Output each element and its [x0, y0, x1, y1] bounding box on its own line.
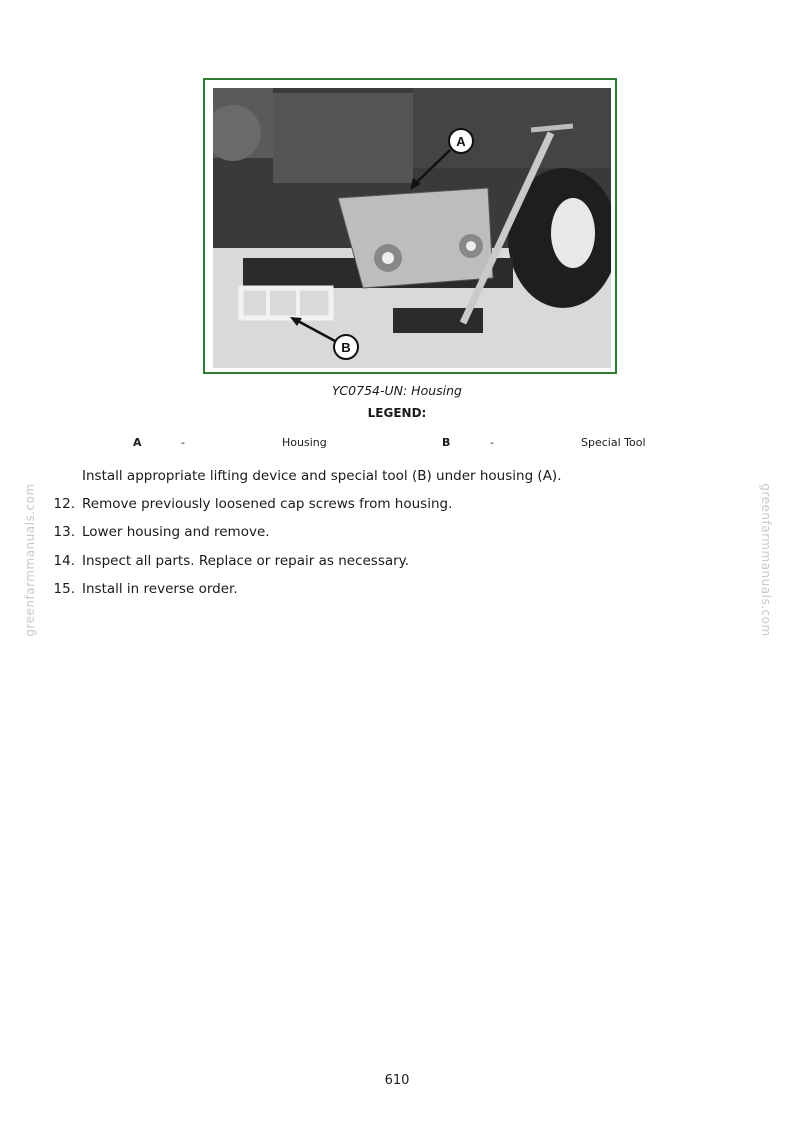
- legend-key-a: A: [133, 436, 142, 449]
- step-number: 12.: [53, 496, 75, 512]
- step-text: Install in reverse order.: [82, 581, 238, 597]
- step-number: 14.: [53, 553, 75, 569]
- legend-title: LEGEND:: [367, 406, 427, 420]
- legend-desc-a: Housing: [282, 436, 327, 449]
- legend-sep-a: -: [181, 436, 185, 449]
- legend-desc-b: Special Tool: [581, 436, 646, 449]
- watermark-left: greenfarmmanuals.com: [23, 483, 37, 637]
- legend-sep-b: -: [490, 436, 494, 449]
- step-number: 13.: [53, 524, 75, 540]
- step-text: Lower housing and remove.: [82, 524, 270, 540]
- figure-caption: YC0754-UN: Housing: [332, 383, 462, 398]
- callout-a: A: [456, 134, 466, 149]
- callout-b: B: [341, 340, 351, 355]
- step-number: 15.: [53, 581, 75, 597]
- housing-figure: [203, 78, 617, 374]
- legend-key-b: B: [442, 436, 451, 449]
- step-text: Inspect all parts. Replace or repair as necessary.: [82, 553, 410, 569]
- step-text: Remove previously loosened cap screws from housing.: [82, 496, 453, 512]
- watermark-right: greenfarmmanuals.com: [759, 483, 773, 637]
- housing-photo: [213, 88, 611, 368]
- page-number: 610: [384, 1073, 410, 1088]
- step-text: Install appropriate lifting device and special tool (B) under housing (A).: [82, 468, 562, 484]
